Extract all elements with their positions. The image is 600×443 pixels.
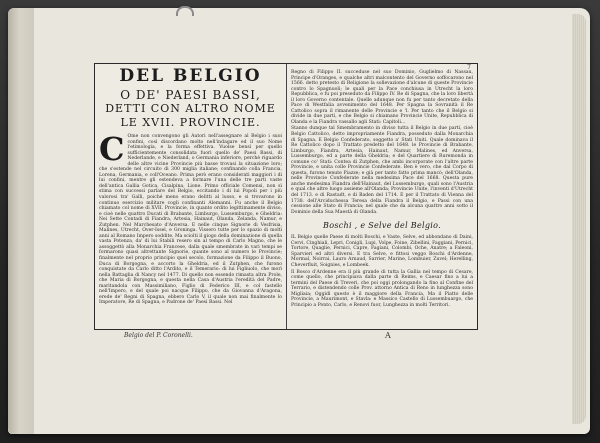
- right-paragraph-3: IL Belgio quelle Paese di molti Boschi, e Vaste, Selve, ed abbondano di Daini, Cervi, Cinghiali, Lepri, Conigli, Lupi, Volpe, Foine, Zibellini, Faggiani, Pernici, Tortore, Quaglie, Pernici, Capre, Fagiani, Colombi, Oche, Anatre; a Faleoni, Sparvieri ed altri diversi. E tra Selve, e fittosi veggo Boschi d'Ardenne, Mormal, Noirrai, Lauro Arnaud, Sarrier, Marine, Lombuier, Zuvel; Herelling, Cheverfluit, Soignies, e Lombeek.: [291, 235, 473, 268]
- right-paragraph-1: Regno di Filippo II. succeduse nel suo Dominio, Guglielmo di Nassau, Principe d'Oranges, e qualche altri malcontento del Governo soffocarono nel 1566. detto pretesto di Religione la sollevazione d'alcune di queste Provincie contro lo Spagnuoli; le quali per la Pace conchiusa in Utrecht la loro Repubblica, e fu poi preseduto da Filippo IV. Re di Spagna, che la loro libertà il loro Governo contentale. Quelle adunque non fu per tanto decretato della Pace di Westfalia avvenimento del 1648. Per Spagna la Sovranità il Re Cattolico sopra il rimanente delle Provincie e 'l. Per tanto che il Belgio si divide in due parti, e che Belgio si chiamano Provincie Unite, Repubblica di Olanda e la Fiandra vassallo agli Stati: Capitoli...: [291, 70, 473, 125]
- left-column: [99, 64, 282, 329]
- page-footer: [94, 331, 476, 343]
- left-paragraph-1: Ome non convengono gli Autori nell'assegnare al Belgio i suoi confini, così discordano molto nell'indagare ed il suo Nome l'etimologia, e la forma effettiva. Vuolse bensì per quello sufficientemente consolidata fuori quello de' Paesi Bassi, di Nederlande, e Niederland, o Germania inferiore, perchè riguardo delle altre vicine Provincie più basse trovasi la situazione loro; che s'estende nel circuito di 300 miglia italiane; confinando colla Francia, Lorena, Germania, e coll'Oceano. Prima però erano considerati maggiori i di lui confini, mentre gli estendeva a formare l'una delle tre parti vaste dell'antica Gallia Gotica, Cisalpina, Lione. Primo officiale Comensi, non sì stima con successi parlare del Belgio, eccitando i di lui Popoli per i più valorosi tra' Galli, poiché meno erano delitti al lusso, e si trovarono in continuo esercizio militare cogli confinanti Alemanni. Fu anche il Belgio chiamato col nome di XVII. Provincie, in quanto ordito legittimamente diviso, e cioè nelle quattro Ducati di Brabante, Limburgo, Lussemburgo, e Gheldria: Nei Sette Contadi di Fiandra, Artesia, Hainaut, Olanda, Zelanda, Namur, e Zutphen. Nel Marchesato d'Anversa. E nelle cinque Signorie di Vesfrisia, Malines, Utrecht, Over-Issel, e Groninga. Vissero tutte per lo spazio di molti anni al Romano Impero soddite. Ma sciolti il giogo della dominazione di quella vasta Potenza, da' di lui Stabili resero sin al tempo di Carlo Magno, che le assoggettò alla Monarchia Francese, dalla quale smembrate in vari tempi se formarono quasi altrettante Signorie, quante sono al numero le Provincie; finalmente nel proprio principio quel secolo, formazione da Filippo il Buono, Duca di Borgogna, e accorto la Gheldria, ed il Zutphen, che furono conquistate da Carlo ditto l'Ardito, e il Temerario: di lui Figliuolo, che morì nella Battaglia di Nancy nel 1477. Di quello non essendo rimasta altra Prole, che Maria di Borgogna, e questa nella Casa d'Austria l'eredità del Padre, maritandola con Massimiliano, Figlio di Federico III, e col fastello nell'Impero, e del quale poi nacque Filippo, che da Giovanna d'Aragona, erede de' Regni di Spagna, ebbero Carlo V, il quale non mai finalmente lo Imperatore, Re di Spagna, e Padrone de' Paesi Bassi. Nel: [99, 134, 282, 306]
- title-line-1: DEL BELGIO: [119, 66, 262, 86]
- right-paragraph-2: Stanno dunque tal Smembramento in diviso tutta il Belgio in due parti, cioè Belgio Cattolico, detto impropriamente Fiandra, posseduto dalla Monarchia di Spagna. E Belgio Confederato, soggetto a' Stati Uniti. Quale dominava il Re Cattolico dopo il Trattato predetto del 1648. le Provincie di Brabante, Limburgo, Fiandra, Artesia, Hainaut, Namur, Malines, ed Anversa, Lussemburgo, ed a parte della Gheldria; e del Quartiere di Ruremonda in comune co' Stati: Contea di Zutphen, che ambi incorporate con l'altre parte Provincie, e unita colle Provincie Confederate. Ben è vero, che dal Corpo di questa, furono tenute Piazze; e già per tanto fatto prima mancò; dell'Olanda, nelle Provincie Confederate nella medesima Pace del 1668. Questa pure anche medesima Fiandra dell'Hainaut, del Lussemburgo, quali sono l'Austria e qual che altre luogo assieme all'Olanda; Provincie Unite, l'inventi d'Utrecht del 1713. e di Rastadt, e di Baden del 1714. E per il Trattato di Vienna del 1738. dell'Arciduchessa Teresa della Fiandra il Belgio, e Passi con una cessione alle Stato di Francia; nel quale che da alcuna quattro anni sotto il Dominio della Sua Maestà di Olanda.: [291, 126, 473, 215]
- drop-cap: C: [99, 130, 125, 168]
- signature-mark: A: [385, 331, 391, 340]
- column-divider: [286, 64, 287, 329]
- footer-attribution: Belgio del P. Coronelli.: [124, 332, 193, 339]
- folio-number: 7: [467, 64, 471, 71]
- right-column: [291, 64, 473, 329]
- printed-text-block: [94, 63, 478, 330]
- title-line-3: DETTI CON ALTRO NOME: [105, 102, 276, 115]
- title-line-2: O DE' PAESI BASSI,: [120, 88, 261, 102]
- right-paragraph-4: Il Bosco d'Ardenne era il più grande di tutta la Gallia nel tempo di Cesare, come quello, che principiava dalla parte di Reims, e Caesar fino a lui a termini del Paese di Treveri, che poi oggi prolongando la fino al Confine del Terrario, e distendendo colle Prov. attorno Antica di Reno in lunghezza sono Migliaia; Oggidì questo è il maggiore della Francia, Ma il Piatto delle Provincie, a Maurimont, e Stavla: e Massico Castello di Lussembuargo, che Principio a Ponto, Carlo, e Renovi fuor, Lunghezza in molti Territori.: [291, 269, 473, 308]
- page-edges: [572, 14, 586, 424]
- book-binding: [8, 8, 34, 434]
- section-heading: Boschi , e Selve del Belgio.: [323, 221, 441, 231]
- left-body: [99, 130, 282, 306]
- title-line-4: LE XVII. PROVINCIE.: [120, 116, 261, 129]
- binding-clip: [176, 6, 194, 16]
